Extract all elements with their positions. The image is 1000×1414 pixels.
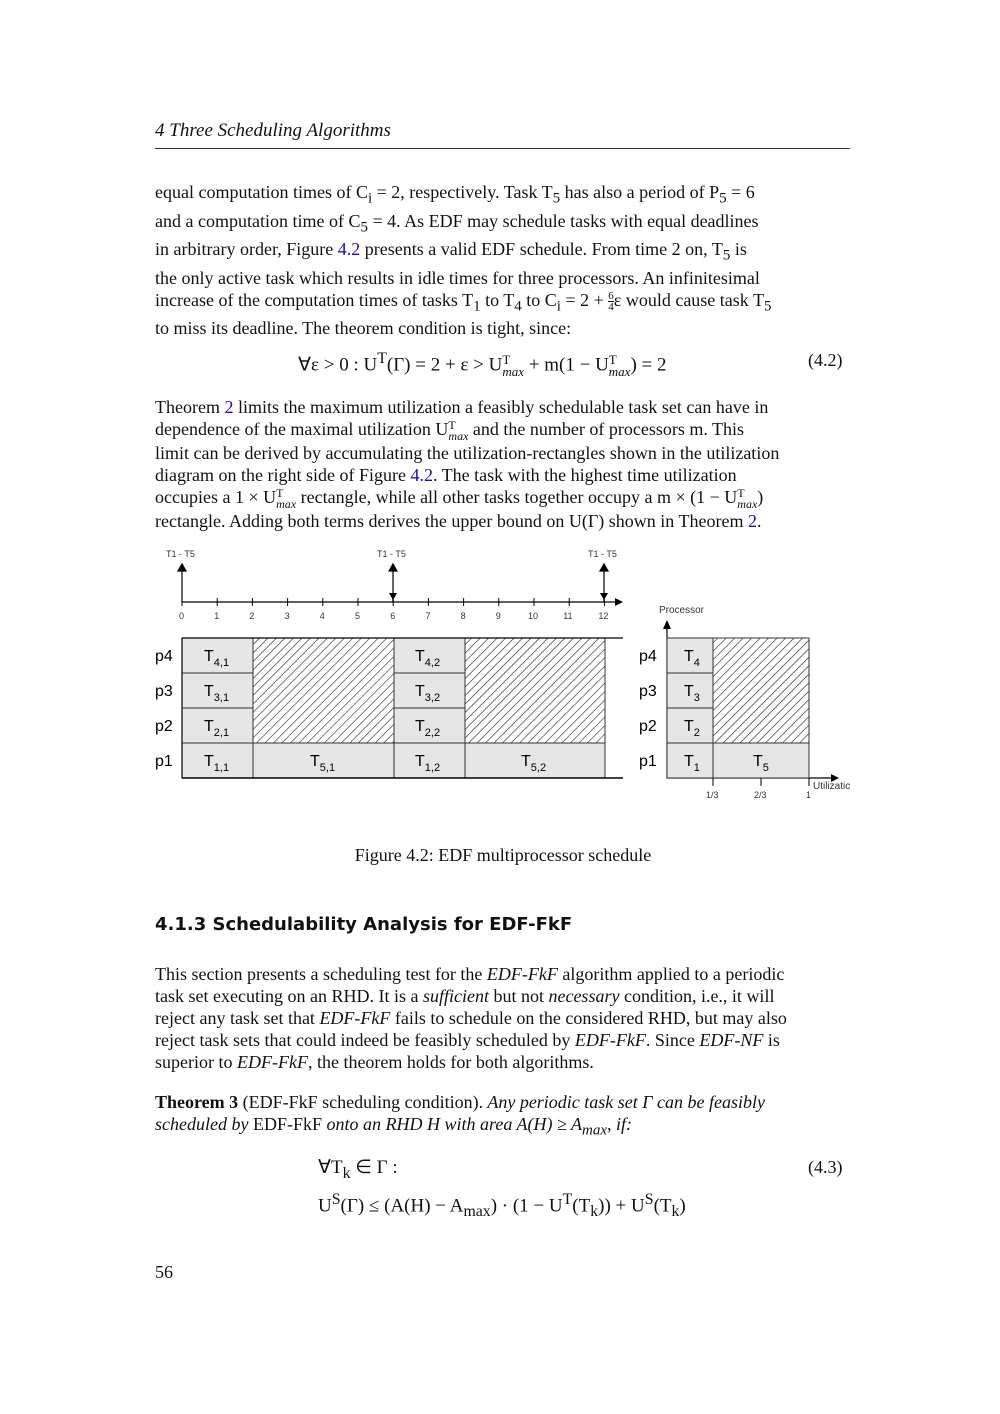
util-proc-label-p1: p1 [639, 753, 657, 770]
figure-4-2 [145, 540, 865, 810]
proc-label-p2: p2 [155, 718, 173, 735]
task-t32: $T_{3,2}$ [415, 683, 441, 704]
task-t41: $T_{4,1}$ [204, 648, 230, 669]
util-proc-label-p2: p2 [639, 718, 657, 735]
figure-ref-link[interactable]: 4.2 [337, 239, 361, 260]
theorem-3: Theorem 3 (EDF-FkF scheduling condition). Any periodic task set Γ can be feasibly scheduled by EDF-FkF onto an RHD H with area $A(H) \ge A_{max}$, if: [155, 1092, 765, 1139]
task-t11: $T_{1,1}$ [204, 753, 230, 774]
figure-caption: Figure 4.2: EDF multiprocessor schedule [354, 845, 652, 865]
time-tick-label: 0 [179, 611, 185, 621]
time-tick-label: 9 [495, 611, 501, 621]
util-tick-1: 1 [806, 790, 812, 800]
figure-ref-link-2[interactable]: 4.2 [410, 464, 433, 485]
time-tick-label: 7 [425, 611, 431, 621]
section-heading: 4.1.3 Schedulability Analysis for EDF-FkF [155, 914, 573, 935]
util-tick-2-3: 2/3 [754, 790, 767, 800]
task-t21: $T_{2,1}$ [204, 718, 230, 739]
proc-label-p4: p4 [155, 648, 173, 665]
time-tick-label: 3 [284, 611, 290, 621]
running-title: 4 Three Scheduling Algorithms [155, 120, 391, 141]
util-task-t3: $T_3$ [684, 683, 700, 704]
task-t22: $T_{2,2}$ [415, 718, 441, 739]
equation-number-4-2: (4.2) [808, 350, 843, 370]
time-tick-label: 6 [390, 611, 396, 621]
paragraph-2: Theorem 2 limits the maximum utilization a feasibly schedulable task set can have in dependence of the maximal utilization U T max and the number of processors m. This limit can be derived by accumulating the utilization-rectangles shown in the utilization diagram on the right side of Figure 4.2. The task with the highest time utilization occupies a 1 × U T max rectangle, while all other tasks together occupy a m × (1 − U T max ) rectangle. Adding both terms derives the upper bound on U(Γ) shown in Theorem 2. [155, 397, 780, 531]
paragraph-1: equal computation times of $C_i = 2$, respectively. Task $T_5$ has also a period of $P_5 = 6$ and a computation time of $C_5 = 4$. As EDF may schedule tasks with equal deadlines in arbitrary order, Figure 4.2 presents a valid EDF schedule. From time 2 on, $T_5$ is the only active task which results in idle times for three processors. An infinitesimal increase of the computation times of tasks $T_1$ to $T_4$ to $C_i = 2$ + $\frac{6}{4}$ ε would cause task $T_5$ to miss its deadline. The theorem condition is tight, since: [155, 182, 772, 339]
task-t31: $T_{3,1}$ [204, 683, 230, 704]
time-tick-label: 2 [249, 611, 255, 621]
page-header [155, 118, 850, 149]
util-y-axis-label: Processor [659, 605, 705, 616]
time-tick-label: 1 [214, 611, 220, 621]
time-tick-label: 10 [528, 611, 539, 621]
schedule-grid [182, 638, 605, 778]
task-t42: $T_{4,2}$ [415, 648, 441, 669]
theorem-ref-link-2[interactable]: 2 [747, 510, 757, 531]
util-task-t5: $T_5$ [753, 753, 769, 774]
equation-number-4-3: (4.3) [808, 1157, 843, 1177]
proc-label-p1: p1 [155, 753, 173, 770]
util-tick-1-3: 1/3 [706, 790, 719, 800]
task-t51: $T_{5,1}$ [310, 753, 336, 774]
page-number: 56 [155, 1262, 173, 1282]
equation-4-3: $\forall T_k$ ∈ Γ : $U^S(\Gamma) \le (A(H) - A_{max}) \cdot (1 - U^T(T_k)) + U^S(T_k)$ [318, 1157, 686, 1220]
release-label-0: T1 - T5 [166, 549, 195, 559]
time-tick-label: 4 [319, 611, 325, 621]
util-task-t2: $T_2$ [684, 718, 700, 739]
util-task-t1: $T_1$ [684, 753, 700, 774]
proc-label-p3: p3 [155, 683, 173, 700]
theorem-ref-link[interactable]: 2 [224, 397, 234, 417]
util-proc-label-p3: p3 [639, 683, 657, 700]
time-tick-label: 5 [355, 611, 361, 621]
time-tick-label: 11 [563, 611, 573, 621]
util-ticks [713, 778, 809, 786]
release-label-12: T1 - T5 [588, 549, 617, 559]
util-proc-label-p4: p4 [639, 648, 657, 665]
time-tick-label: 12 [598, 611, 609, 621]
util-task-t4: $T_4$ [684, 648, 700, 669]
util-x-axis-label: Utilizatic [813, 781, 851, 792]
time-tick-label: 8 [460, 611, 466, 621]
equation-4-2: ∀ε > 0 : $U^T(\Gamma) = 2 + \varepsilon > U$ T max + m(1 − U T max ) = 2 [298, 350, 667, 379]
task-t52: $T_{5,2}$ [521, 753, 547, 774]
release-label-6: T1 - T5 [377, 549, 406, 559]
paragraph-3: This section presents a scheduling test for the EDF-FkF algorithm applied to a periodic task set executing on an RHD. It is a sufficient but not necessary condition, i.e., it will reject any task set that EDF-FkF fails to schedule on the considered RHD, but may also reject task sets that could indeed be feasibly scheduled by EDF-FkF. Since EDF-NF is superior to EDF-FkF, the theorem holds for both algorithms. [155, 964, 787, 1072]
task-t12: $T_{1,2}$ [415, 753, 441, 774]
